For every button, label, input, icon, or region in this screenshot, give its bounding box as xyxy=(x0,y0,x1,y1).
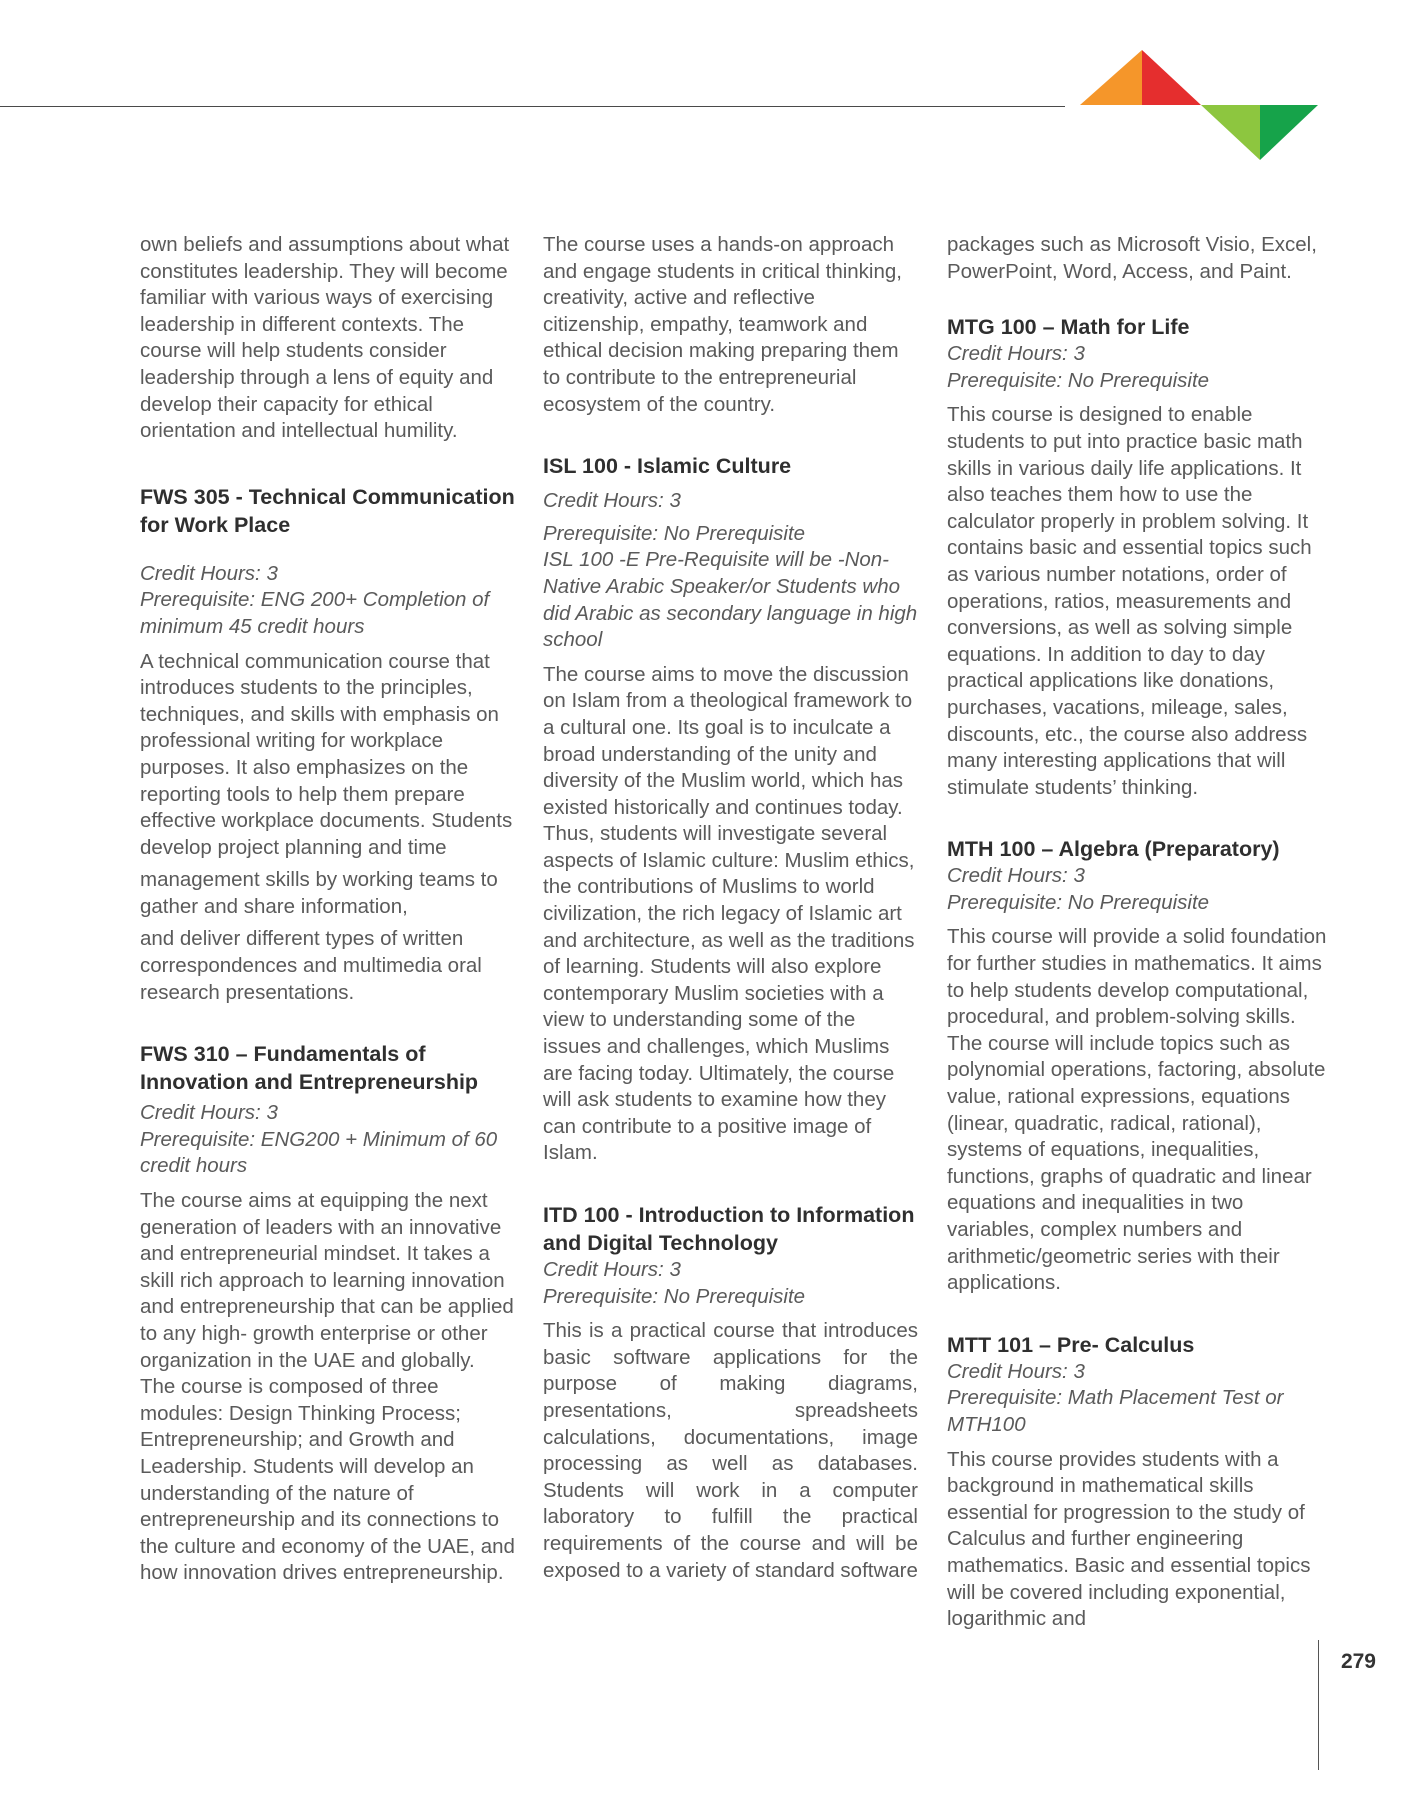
credit-hours: Credit Hours: 3 xyxy=(543,489,681,513)
prerequisite: Prerequisite: ENG200 + Minimum of 60 credit hours xyxy=(140,1127,498,1178)
credit-hours: Credit Hours: 3 xyxy=(140,1101,278,1125)
prerequisite: Prerequisite: No Prerequisite xyxy=(543,1284,806,1308)
column-2 xyxy=(543,232,918,1584)
course-fws310 xyxy=(140,1040,515,1587)
credit-hours: Credit Hours: 3 xyxy=(947,1359,1085,1383)
prerequisite: Prerequisite: ENG 200+ Completion of minimum 45 credit hours xyxy=(140,588,490,638)
credit-hours: Credit Hours: 3 xyxy=(947,864,1085,888)
course-title: ISL 100 - Islamic Culture xyxy=(543,454,792,479)
course-description: The course aims to move the discussion on Islam from a theological framework to a cultural one. Its goal is to inculcate a broad understanding of the unity and diversity of the Muslim world, which has existed historically and continues today. Thus, students will investigate several aspects of Islamic culture: Muslim ethics, the contributions of Muslims to world civilization, the rich legacy of Islamic art and architecture, as well as the traditions of learning. Students will also explore contemporary Muslim societies with a view to understanding some of the issues and challenges, which Muslims are facing today. Ultimately, the course will ask students to examine how they can contribute to a positive image of Islam. xyxy=(543,662,915,1165)
prerequisite: Prerequisite: No Prerequisite xyxy=(543,521,806,545)
credit-hours: Credit Hours: 3 xyxy=(140,561,278,585)
prerequisite-note: ISL 100 -E Pre-Requisite will be -Non-Native Arabic Speaker/or Students who did Arabic as secondary language in high school xyxy=(543,548,918,652)
logo-orange-triangle xyxy=(1080,50,1142,105)
prerequisite: Prerequisite: No Prerequisite xyxy=(947,890,1210,914)
col1-intro: own beliefs and assumptions about what constitutes leadership. They will become familiar with various ways of exercising leadership in different contexts. The course will help students consider leadership through a lens of equity and develop their capacity for ethical orientation and intellectual humility. xyxy=(140,233,510,443)
page-number-rule xyxy=(1318,1640,1319,1770)
header-rule xyxy=(0,106,1065,107)
course-description: This course provides students with a background in mathematical skills essential for progression to the study of Calculus and further engineering mathematics. Basic and essential topics will be covered including exponential, logarithmic and xyxy=(947,1447,1311,1631)
course-title: MTG 100 – Math for Life xyxy=(947,315,1190,340)
course-title: MTT 101 – Pre- Calculus xyxy=(947,1332,1195,1357)
course-description: A technical communication course that introduces students to the principles, techniques, and skills with emphasis on professional writing for workplace purposes. It also emphasizes on the reporting tools to help them prepare effective workplace documents. Students develop project planning and time xyxy=(140,649,513,859)
prerequisite: Prerequisite: Math Placement Test or MTH100 xyxy=(947,1386,1284,1436)
course-title: FWS 310 – Fundamentals of Innovation and Entrepreneurship xyxy=(140,1042,479,1095)
course-description: The course aims at equipping the next generation of leaders with an innovative and entrepreneurial mindset. It takes a skill rich approach to learning innovation and entrepreneurship that can be applied to any high- growth enterprise or other organization in the UAE and globally. The course is composed of three modules: Design Thinking Process; Entrepreneurship; and Growth and Leadership. Students will develop an understanding of the nature of entrepreneurship and its connections to the culture and economy of the UAE, and how innovation drives entrepreneurship. xyxy=(140,1189,515,1585)
credit-hours: Credit Hours: 3 xyxy=(543,1258,681,1281)
course-isl100 xyxy=(543,452,918,1167)
logo-red-triangle xyxy=(1142,50,1201,105)
page-number: 279 xyxy=(1340,1650,1376,1673)
course-fws305 xyxy=(140,483,515,1007)
logo-green-triangle xyxy=(1260,105,1318,160)
triangle-logo-icon xyxy=(1080,50,1320,165)
course-mth100 xyxy=(947,835,1327,1297)
course-itd100 xyxy=(543,1201,918,1584)
course-mtt101 xyxy=(947,1331,1327,1633)
course-description: This course is designed to enable students to put into practice basic math skills in various daily life applications. It also teaches them how to use the calculator properly in problem solving. It contains basic and essential topics such as various number notations, order of operations, ratios, measurements and conversions, as well as solving simple equations. In addition to day to day practical applications like donations, purchases, vacations, mileage, sales, discounts, etc., the course also address many interesting applications that will stimulate students’ thinking. xyxy=(947,403,1312,799)
course-description: This course will provide a solid foundation for further studies in mathematics. It aims to help students develop computational, procedural, and problem-solving skills. The course will include topics such as polynomial operations, factoring, absolute value, rational expressions, equations (linear, quadratic, radical, rational), systems of equations, inequalities, functions, graphs of quadratic and linear equations and inequalities in two variables, complex numbers and arithmetic/geometric series with their applications. xyxy=(947,925,1327,1295)
course-title: FWS 305 - Technical Communication for Work Place xyxy=(140,484,515,537)
course-description-cont: management skills by working teams to gather and share information, xyxy=(140,868,498,918)
course-title: ITD 100 - Introduction to Information and Digital Technology xyxy=(543,1203,915,1255)
course-mtg100 xyxy=(947,313,1327,801)
prerequisite: Prerequisite: No Prerequisite xyxy=(947,368,1210,392)
logo-lime-triangle xyxy=(1201,105,1260,160)
course-title: MTH 100 – Algebra (Preparatory) xyxy=(947,837,1280,862)
course-description: This is a practical course that introduces basic software applications for the purpose of making diagrams, presentations, spreadsheets calculations, documentations, image processing as well as databases. Students will work in a computer laboratory to fulfill the practical requirements of the course and will be exposed to a variety of standard software xyxy=(543,1319,918,1582)
course-description-end: and deliver different types of written correspondences and multimedia oral research presentations. xyxy=(140,927,482,1004)
col3-intro: packages such as Microsoft Visio, Excel, PowerPoint, Word, Access, and Paint. xyxy=(947,233,1317,283)
column-3 xyxy=(947,232,1327,1633)
column-1 xyxy=(140,232,515,1587)
col2-intro: The course uses a hands-on approach and engage students in critical thinking, creativity, active and reflective citizenship, empathy, teamwork and ethical decision making preparing them to contribute to the entrepreneurial ecosystem of the country. xyxy=(543,233,902,416)
credit-hours: Credit Hours: 3 xyxy=(947,342,1085,366)
